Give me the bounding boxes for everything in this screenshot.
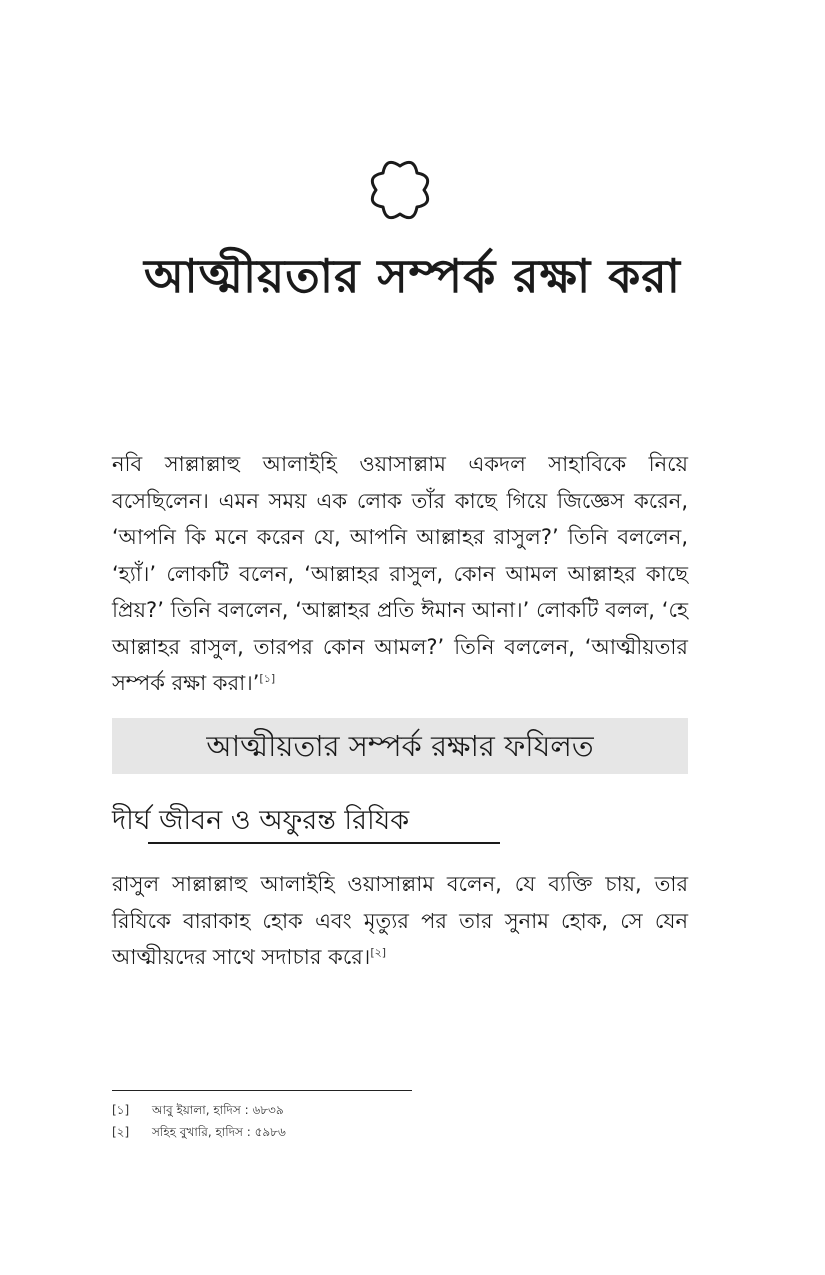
body-paragraph [112,866,688,976]
subheading-block [112,800,688,846]
paragraph-text: রাসুল সাল্লাল্লাহু আলাইহি ওয়াসাল্লাম বলেন, যে ব্যক্তি চায়, তার রিযিকে বারাকাহ হোক এবং মৃত্যুর পর তার সুনাম হোক, সে যেন আত্মীয়দের সাথে সদাচার করে। [112,872,688,969]
section-heading: আত্মীয়তার সম্পর্ক রক্ষার ফযিলত [206,729,594,763]
eight-petal-flower-icon [362,152,438,228]
body-paragraph [112,446,688,702]
section-heading-band [112,718,688,774]
chapter-title: আত্মীয়তার সম্পর্ক রক্ষা করা [143,249,682,303]
subheading: দীর্ঘ জীবন ও অফুরন্ত রিযিক [112,805,410,836]
footnote-text: সহিহ বুখারি, হাদিস : ৫৯৮৬ [152,1125,286,1139]
footnote-item [112,1099,688,1121]
footnote-divider [112,1090,412,1091]
footnote-number: [১] [112,1103,130,1117]
footnote-item [112,1121,688,1143]
subheading-underline [148,842,500,844]
footnotes-list [112,1099,688,1143]
footnote-text: আবু ইয়ালা, হাদিস : ৬৮৩৯ [152,1103,284,1117]
footnote-reference[interactable]: [২] [370,946,387,959]
footnote-reference[interactable]: [১] [259,672,276,685]
paragraph-text: নবি সাল্লাল্লাহু আলাইহি ওয়াসাল্লাম একদল সাহাবিকে নিয়ে বসেছিলেন। এমন সময় এক লোক তাঁর কাছে গিয়ে জিজ্ঞেস করেন, ‘আপনি কি মনে করেন যে, আপনি আল্লাহর রাসুল?’ তিনি বললেন, ‘হ্যাঁ।’ লোকটি বলেন, ‘আল্লাহর রাসুল, কোন আমল আল্লাহর কাছে প্রিয়?’ তিনি বললেন, ‘আল্লাহর প্রতি ঈমান আনা।’ লোকটি বলল, ‘হে আল্লাহর রাসুল, তারপর কোন আমল?’ তিনি বললেন, ‘আত্মীয়তার সম্পর্ক রক্ষা করা।’ [112,452,688,695]
footnote-number: [২] [112,1125,130,1139]
